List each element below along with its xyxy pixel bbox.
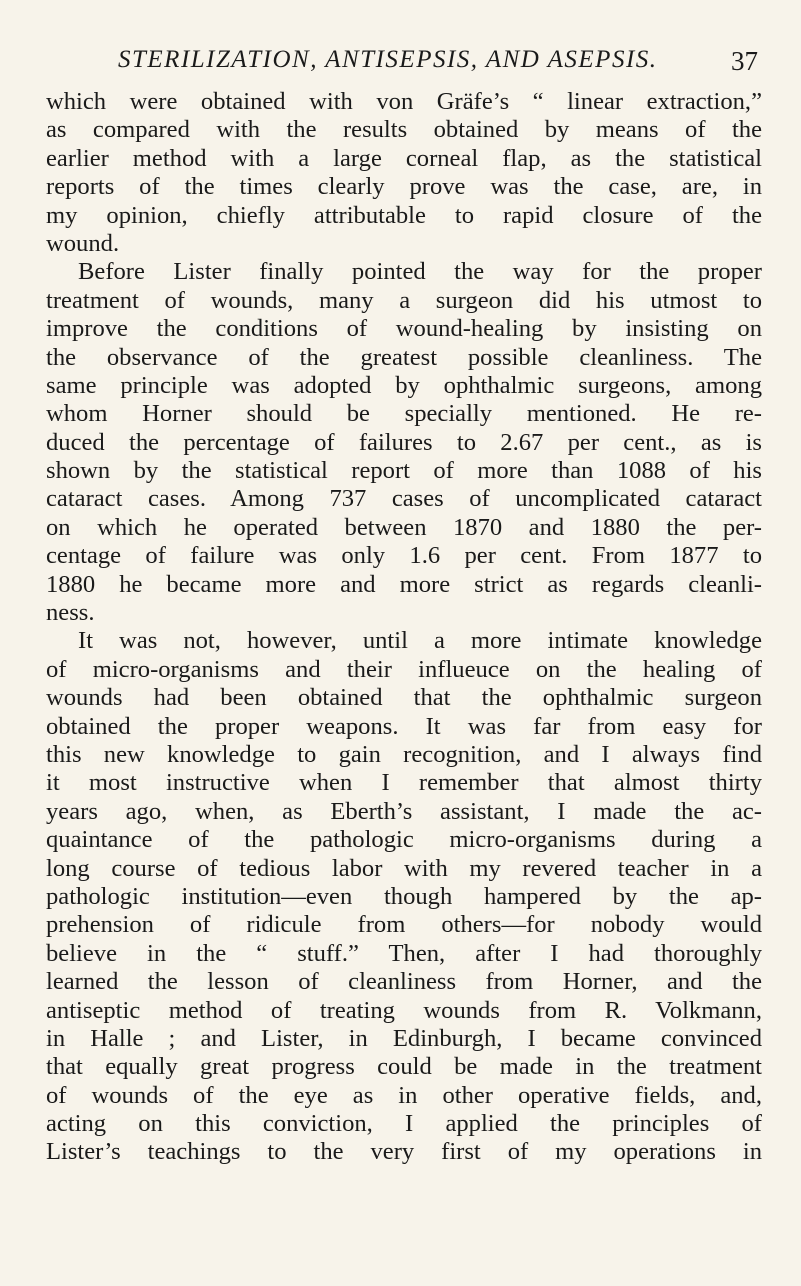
text-line: pathologic institution—even though hampered by the ap- xyxy=(46,882,762,910)
text-line: prehension of ridicule from others—for nobody would xyxy=(46,911,762,939)
text-line: centage of failure was only 1.6 per cent. From 1877 to xyxy=(46,542,762,570)
text-line: on which he operated between 1870 and 1880 the per- xyxy=(46,513,762,541)
text-line: shown by the statistical report of more than 1088 of his xyxy=(46,457,762,485)
text-line: wounds had been obtained that the ophthalmic surgeon xyxy=(46,684,762,712)
text-line: it most instructive when I remember that almost thirty xyxy=(46,769,762,797)
text-line: obtained the proper weapons. It was far from easy for xyxy=(46,712,762,740)
text-line: Lister’s teachings to the very first of my operations in xyxy=(46,1138,762,1166)
text-line: the observance of the greatest possible cleanliness. The xyxy=(46,343,762,371)
text-line: as compared with the results obtained by means of the xyxy=(46,116,762,144)
text-line: years ago, when, as Eberth’s assistant, I made the ac- xyxy=(46,797,762,825)
text-line: Before Lister finally pointed the way for the proper xyxy=(78,258,762,286)
page-number: 37 xyxy=(731,46,758,76)
text-line: same principle was adopted by ophthalmic surgeons, among xyxy=(46,371,762,399)
text-line: in Halle ; and Lister, in Edinburgh, I became convinced xyxy=(46,1024,762,1052)
text-line: whom Horner should be specially mentioned. He re- xyxy=(46,400,762,428)
text-line: this new knowledge to gain recognition, and I always find xyxy=(46,740,762,768)
text-line: earlier method with a large corneal flap, as the statistical xyxy=(46,144,762,172)
text-line: 1880 he became more and more strict as regards cleanli- xyxy=(46,570,762,598)
text-line: treatment of wounds, many a surgeon did his utmost to xyxy=(46,286,762,314)
text-line: that equally great progress could be made in the treatment xyxy=(46,1053,762,1081)
running-head xyxy=(118,46,758,78)
running-title: STERILIZATION, ANTISEPSIS, AND ASEPSIS. xyxy=(118,46,658,73)
text-line: my opinion, chiefly attributable to rapid closure of the xyxy=(46,201,762,229)
text-line: improve the conditions of wound-healing by insisting on xyxy=(46,315,762,343)
text-line: antiseptic method of treating wounds from R. Volkmann, xyxy=(46,996,762,1024)
text-line: of wounds of the eye as in other operative fields, and, xyxy=(46,1081,762,1109)
text-line: which were obtained with von Gräfe’s “ linear extraction,” xyxy=(46,88,762,115)
text-line: It was not, however, until a more intimate knowledge xyxy=(78,627,762,655)
text-line: learned the lesson of cleanliness from Horner, and the xyxy=(46,968,762,996)
text-line: quaintance of the pathologic micro-organisms during a xyxy=(46,826,762,854)
text-line: ness. xyxy=(46,599,95,627)
text-line: reports of the times clearly prove was the case, are, in xyxy=(46,173,762,201)
text-line: of micro-organisms and their influeuce on the healing of xyxy=(46,655,762,683)
text-line: believe in the “ stuff.” Then, after I had thoroughly xyxy=(46,939,762,967)
text-line: cataract cases. Among 737 cases of uncomplicated cataract xyxy=(46,485,762,513)
text-line: long course of tedious labor with my revered teacher in a xyxy=(46,854,762,882)
text-line: duced the percentage of failures to 2.67 per cent., as is xyxy=(46,428,762,456)
text-line: acting on this conviction, I applied the principles of xyxy=(46,1110,762,1138)
text-line: wound. xyxy=(46,229,120,257)
body-text xyxy=(46,88,762,1167)
